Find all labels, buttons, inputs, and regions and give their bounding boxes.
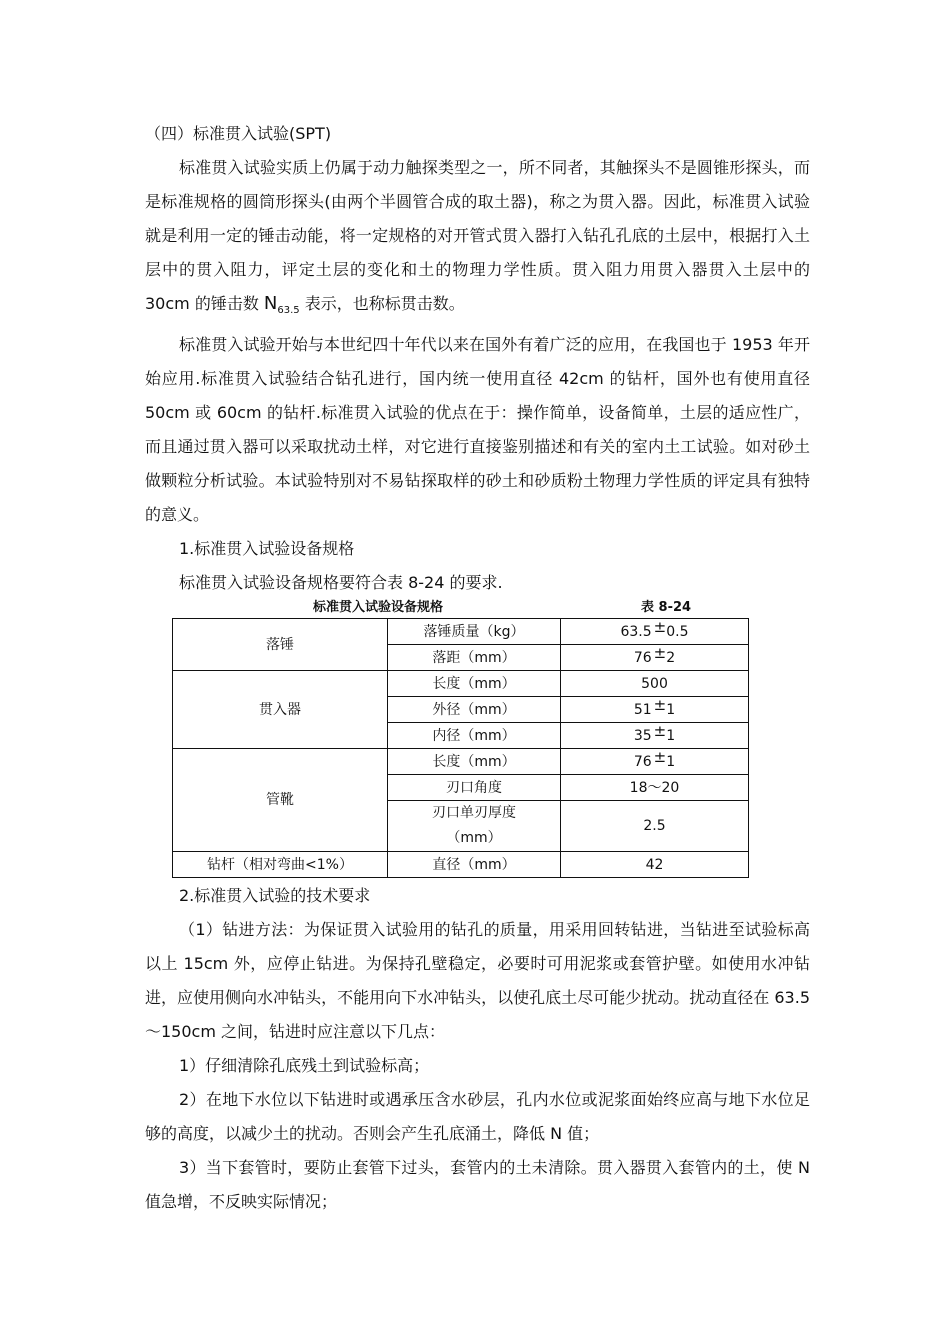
text-block-top	[145, 117, 810, 600]
value-cell: 76 ±2	[561, 645, 749, 671]
table-number: 表 8-24	[641, 600, 692, 615]
table-row	[173, 671, 749, 697]
table-row	[173, 852, 749, 878]
table-row	[173, 749, 749, 775]
paragraph-drilling-method: （1）钻进方法：为保证贯入试验用的钻孔的质量，用采用回转钻进，当钻进至试验标高以上 15cm 外，应停止钻进。为保持孔壁稳定，必要时可用泥浆或套管护壁。如使用水冲钻进，应使用侧向水冲钻头，不能用向下水冲钻头，以使孔底土尽可能少扰动。扰动直径在 63.5～150cm 之间，钻进时应注意以下几点：	[145, 920, 810, 1041]
plus-minus-sign: ±	[653, 618, 667, 636]
item-cell: 刃口单刃厚度 （mm）	[388, 801, 561, 852]
heading-technical-requirements: 2.标准贯入试验的技术要求	[179, 886, 371, 905]
symbol-n: N	[263, 293, 278, 314]
heading-equipment: 1.标准贯入试验设备规格	[179, 539, 355, 558]
plus-minus-sign: ±	[653, 644, 667, 662]
list-item: 1）仔细清除孔底残土到试验标高；	[179, 1056, 430, 1075]
item-cell: 直径（mm）	[388, 852, 561, 878]
item-cell: 长度（mm）	[388, 749, 561, 775]
value-cell: 42	[561, 852, 749, 878]
group-cell: 钻杆（相对弯曲<1%）	[173, 852, 388, 878]
value-cell: 63.5 ±0.5	[561, 619, 749, 645]
item-cell: 内径（mm）	[388, 723, 561, 749]
item-cell: 外径（mm）	[388, 697, 561, 723]
group-cell: 贯入器	[173, 671, 388, 749]
subscript: 63.5	[277, 305, 300, 316]
list-item: 3）当下套管时，要防止套管下过头，套管内的土未清除。贯入器贯入套管内的土，使 N 值急增，不反映实际情况；	[145, 1158, 810, 1211]
value-cell: 76 ±1	[561, 749, 749, 775]
value-cell: 2.5	[561, 801, 749, 852]
item-cell: 长度（mm）	[388, 671, 561, 697]
group-cell: 管靴	[173, 749, 388, 852]
section-title: （四）标准贯入试验(SPT)	[145, 124, 332, 143]
plus-minus-sign: ±	[653, 722, 667, 740]
value-cell: 51 ±1	[561, 697, 749, 723]
value-cell: 18～20	[561, 775, 749, 801]
item-cell: 刃口角度	[388, 775, 561, 801]
plus-minus-sign: ±	[653, 748, 667, 766]
table-row	[173, 619, 749, 645]
text-block-bottom	[145, 879, 810, 1219]
list-item: 2）在地下水位以下钻进时或遇承压含水砂层，孔内水位或泥浆面始终应高与地下水位足够的高度，以减少土的扰动。否则会产生孔底涌土，降低 N 值；	[145, 1090, 810, 1143]
value-cell: 500	[561, 671, 749, 697]
value-cell: 35 ±1	[561, 723, 749, 749]
item-cell: 落锤质量（kg）	[388, 619, 561, 645]
table-title: 标准贯入试验设备规格	[313, 600, 444, 615]
group-cell: 落锤	[173, 619, 388, 671]
item-cell: 落距（mm）	[388, 645, 561, 671]
spec-table	[172, 618, 749, 878]
paragraph-intro: 标准贯入试验实质上仍属于动力触探类型之一，所不同者，其触探头不是圆锥形探头，而是标准规格的圆筒形探头(由两个半圆管合成的取土器)，称之为贯入器。因此，标准贯入试验就是利用一定的锤击动能，将一定规格的对开管式贯入器打入钻孔孔底的土层中，根据打入土层中的贯入阻力，评定土层的变化和土的物理力学性质。贯入阻力用贯入器贯入土层中的 30cm 的锤击数 $N_{63.5}$ 表示，也称标贯击数。	[145, 158, 810, 316]
paragraph-history: 标准贯入试验开始与本世纪四十年代以来在国外有着广泛的应用，在我国也于 1953 年开始应用.标准贯入试验结合钻孔进行，国内统一使用直径 42cm 的钻杆，国外也有使用直径 50cm 或 60cm 的钻杆.标准贯入试验的优点在于：操作简单，设备简单，土层的适应性广，而且通过贯入器可以采取扰动土样，对它进行直接鉴别描述和有关的室内土工试验。如对砂土做颗粒分析试验。本试验特别对不易钻探取样的砂土和砂质粉土物理力学性质的评定具有独特的意义。	[145, 335, 810, 524]
paragraph-table-ref: 标准贯入试验设备规格要符合表 8-24 的要求.	[179, 573, 503, 592]
plus-minus-sign: ±	[653, 696, 667, 714]
